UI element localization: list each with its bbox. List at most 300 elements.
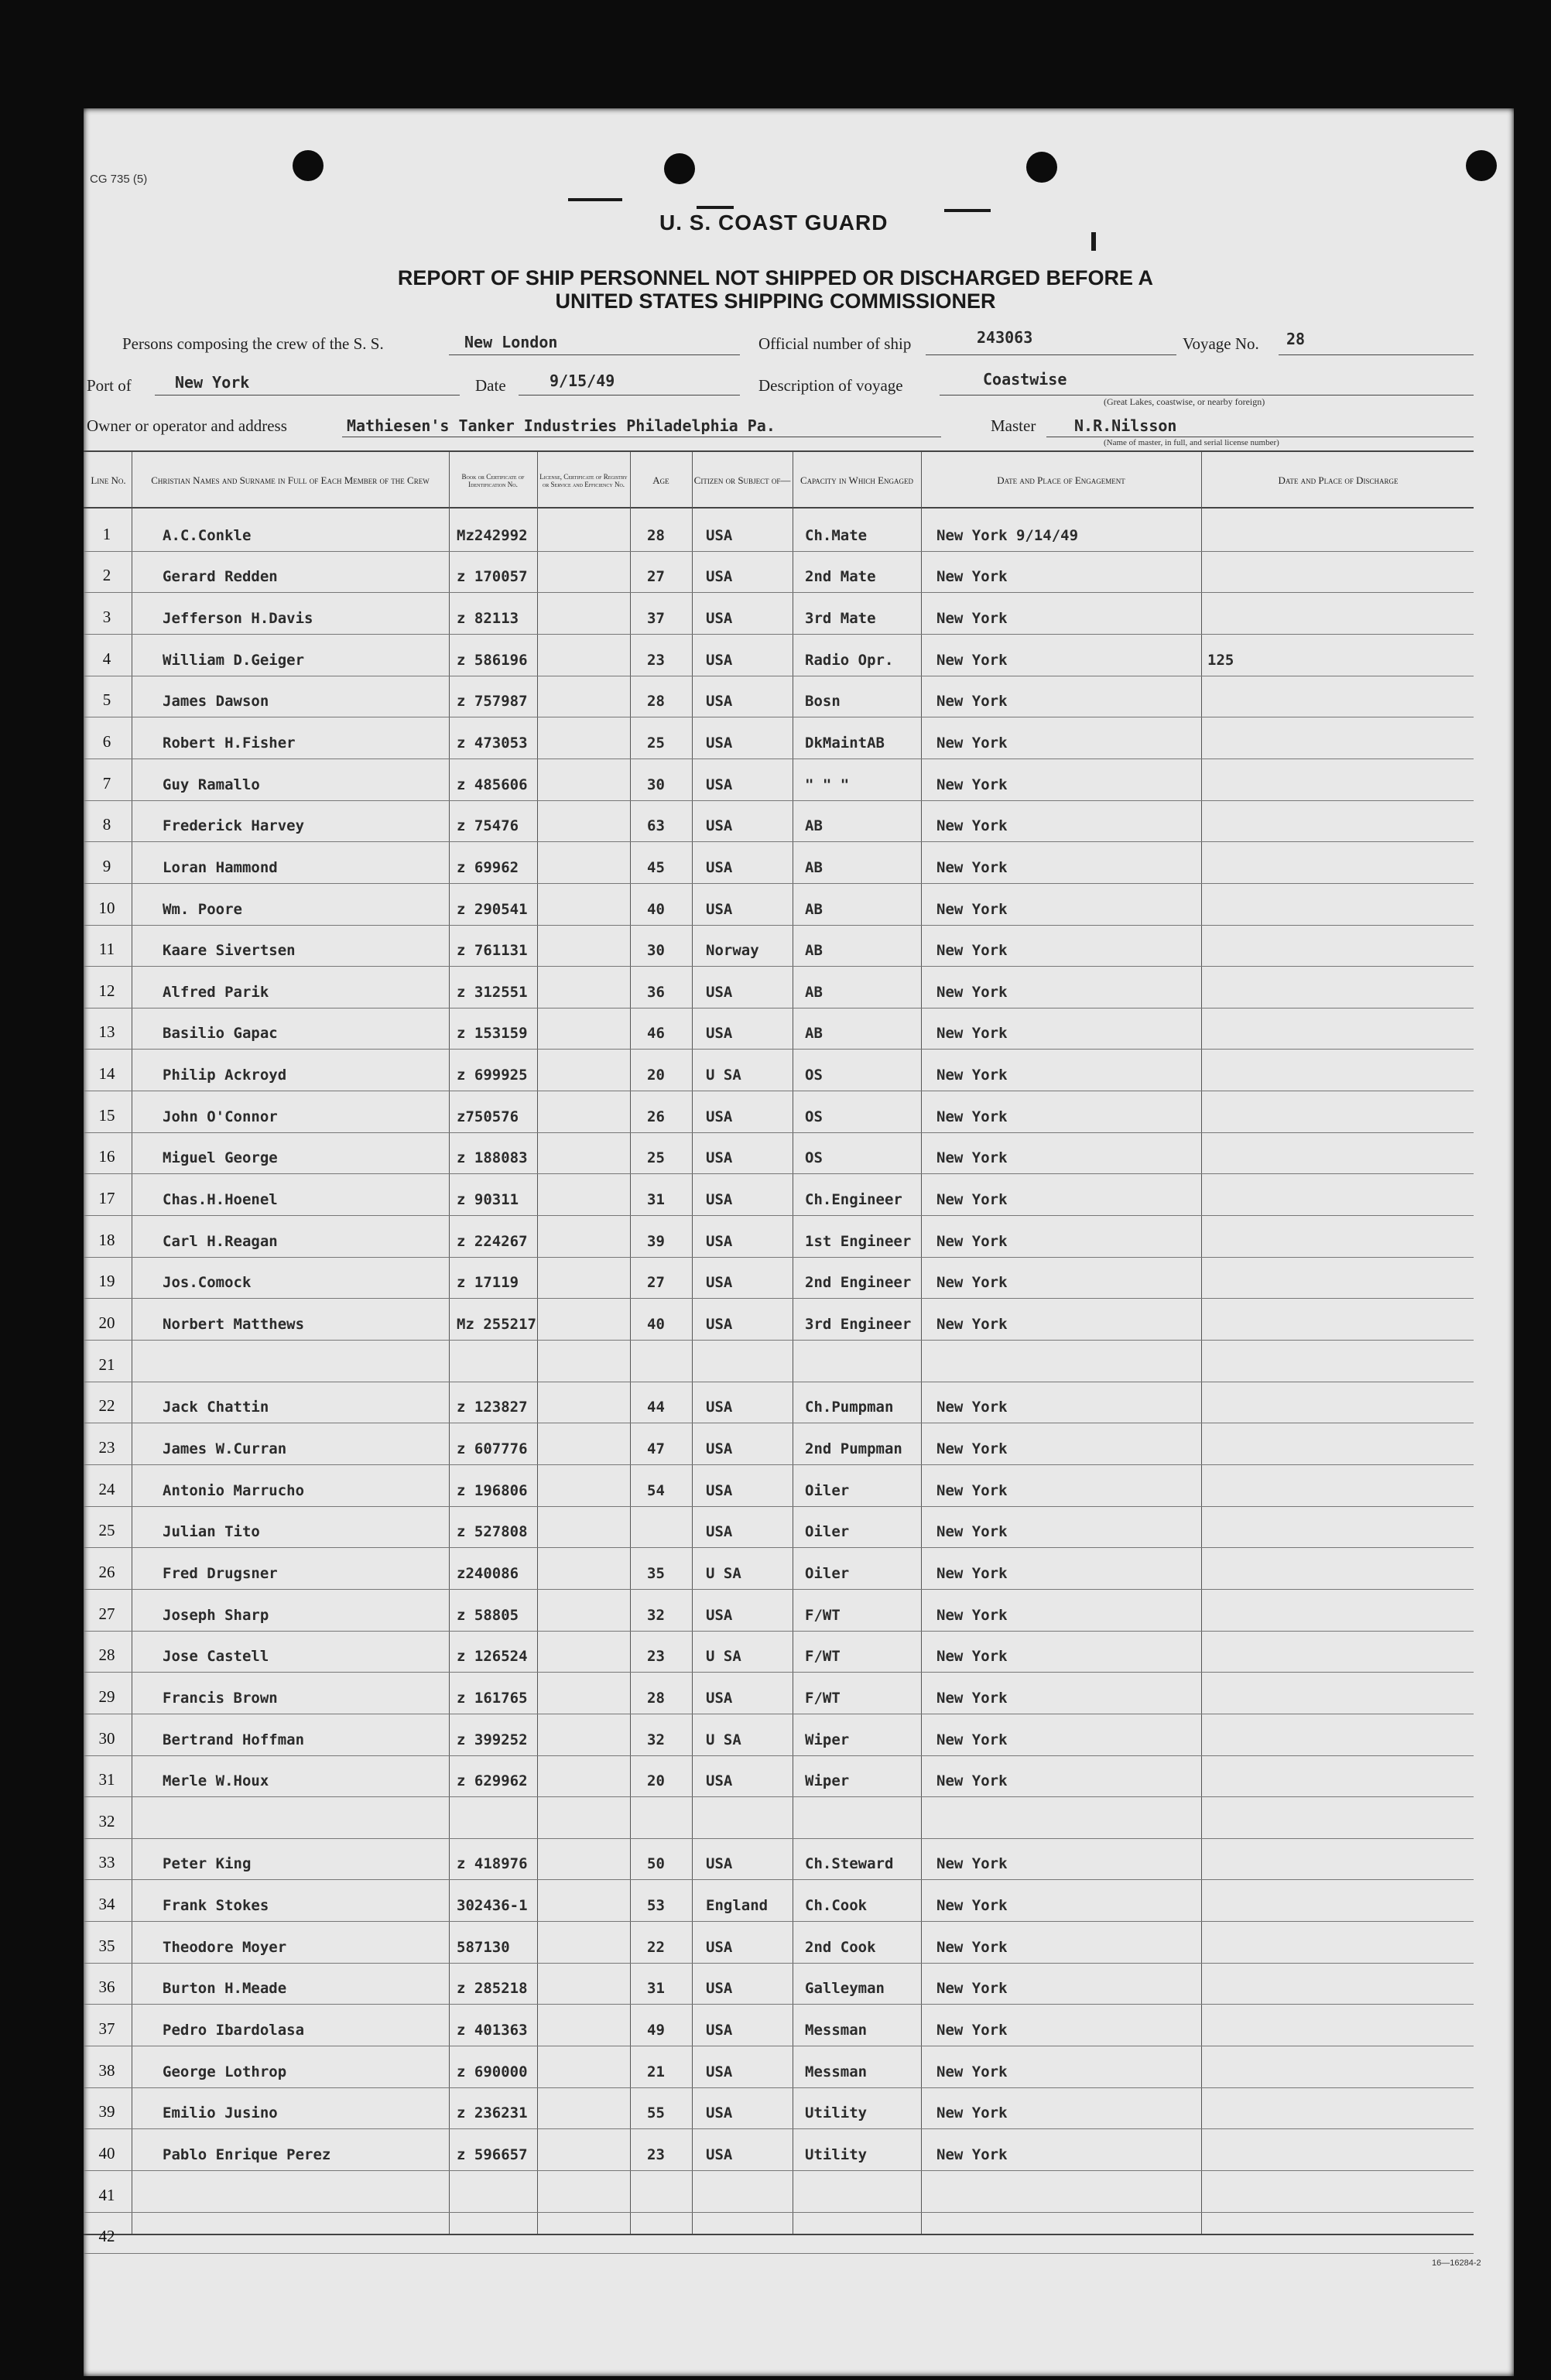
cell-age: 35 <box>647 1564 665 1582</box>
voyage-label: Voyage No. <box>1183 334 1259 353</box>
punch-hole <box>1466 150 1497 181</box>
cell-age: 20 <box>647 1772 665 1790</box>
cell-book: z 196806 <box>457 1481 528 1499</box>
cell-no: 38 <box>98 2060 115 2080</box>
cell-age: 40 <box>647 1316 665 1334</box>
cell-book: z 170057 <box>457 568 528 586</box>
cell-engaged: New York <box>936 734 1008 752</box>
table-row <box>0 1964 1551 2005</box>
cell-name: Bertrand Hoffman <box>163 1731 305 1748</box>
cell-capacity: AB <box>805 942 823 960</box>
cell-engaged: New York <box>936 1025 1008 1043</box>
voyage-description-hint: (Great Lakes, coastwise, or nearby foreign) <box>1104 396 1265 407</box>
cell-no: 6 <box>102 731 111 751</box>
cell-citizen: USA <box>706 1108 733 1125</box>
cell-no: 10 <box>98 898 115 917</box>
cell-book: 587130 <box>457 1938 510 1956</box>
cell-capacity: AB <box>805 817 823 835</box>
cell-citizen: USA <box>706 526 733 544</box>
cell-engaged: New York <box>936 568 1008 586</box>
cell-no: 14 <box>98 1064 115 1084</box>
cell-name: John O'Connor <box>163 1108 278 1125</box>
cell-age: 30 <box>647 942 665 960</box>
cell-citizen: USA <box>706 1606 733 1624</box>
cell-engaged: New York <box>936 651 1008 669</box>
cell-engaged: New York <box>936 1980 1008 1998</box>
ink-mark <box>697 206 734 209</box>
cell-capacity: Radio Opr. <box>805 651 894 669</box>
cell-book: z 82113 <box>457 609 519 627</box>
cell-name: Jack Chattin <box>163 1399 269 1416</box>
cell-age: 47 <box>647 1440 665 1457</box>
cell-capacity: AB <box>805 858 823 876</box>
cell-age: 25 <box>647 1149 665 1167</box>
cell-capacity: F/WT <box>805 1689 841 1707</box>
cell-name: William D.Geiger <box>163 651 305 669</box>
cell-book: z 401363 <box>457 2022 528 2039</box>
table-row <box>0 1840 1551 1881</box>
cell-citizen: Norway <box>706 942 759 960</box>
cell-citizen: U SA <box>706 1067 741 1084</box>
cell-age: 25 <box>647 734 665 752</box>
cell-capacity: F/WT <box>805 1648 841 1666</box>
cell-age: 54 <box>647 1481 665 1499</box>
cell-name: Pedro Ibardolasa <box>163 2022 305 2039</box>
cell-citizen: USA <box>706 983 733 1001</box>
cell-book: z 399252 <box>457 1731 528 1748</box>
cell-no: 28 <box>98 1645 115 1665</box>
table-row <box>0 1591 1551 1632</box>
cell-citizen: USA <box>706 1938 733 1956</box>
table-row <box>0 760 1551 801</box>
cell-name: Jose Castell <box>163 1648 269 1666</box>
port: New York <box>175 373 250 392</box>
cell-engaged: New York <box>936 693 1008 711</box>
cell-book: z 312551 <box>457 983 528 1001</box>
cell-citizen: U SA <box>706 1648 741 1666</box>
cell-citizen: USA <box>706 568 733 586</box>
cell-age: 44 <box>647 1399 665 1416</box>
cell-engaged: New York <box>936 983 1008 1001</box>
cell-no: 24 <box>98 1479 115 1498</box>
cell-no: 2 <box>102 566 111 585</box>
cell-engaged: New York <box>936 817 1008 835</box>
cell-age: 32 <box>647 1606 665 1624</box>
cell-engaged: New York <box>936 1689 1008 1707</box>
cell-name: Miguel George <box>163 1149 278 1167</box>
cell-capacity: F/WT <box>805 1606 841 1624</box>
cell-book: z 58805 <box>457 1606 519 1624</box>
cell-engaged: New York <box>936 900 1008 918</box>
cell-book: z 153159 <box>457 1025 528 1043</box>
table-row <box>0 1258 1551 1300</box>
ink-mark <box>568 198 622 201</box>
cell-engaged: New York 9/14/49 <box>936 526 1079 544</box>
cell-citizen: England <box>706 1897 769 1915</box>
cell-capacity: Oiler <box>805 1564 850 1582</box>
cell-engaged: New York <box>936 858 1008 876</box>
table-row <box>0 1134 1551 1175</box>
header-capacity: Capacity in Which Engaged <box>799 474 914 486</box>
cell-no: 39 <box>98 2102 115 2121</box>
table-row <box>0 1673 1551 1714</box>
cell-capacity: OS <box>805 1067 823 1084</box>
official-number-label: Official number of ship <box>758 334 912 353</box>
cell-engaged: New York <box>936 1232 1008 1250</box>
form-code: CG 735 (5) <box>90 173 148 186</box>
cell-engaged: New York <box>936 1067 1008 1084</box>
cell-capacity: Bosn <box>805 693 841 711</box>
master: N.R.Nilsson <box>1074 416 1177 435</box>
header-line-no: Line No. <box>91 474 126 486</box>
cell-no: 27 <box>98 1604 115 1623</box>
cell-capacity: Messman <box>805 2063 868 2080</box>
cell-name: Julian Tito <box>163 1523 260 1541</box>
header-citizen: Citizen or Subject of— <box>693 474 791 486</box>
table-row <box>0 1424 1551 1465</box>
cell-citizen: USA <box>706 1855 733 1873</box>
cell-engaged: New York <box>936 942 1008 960</box>
table-row <box>0 1300 1551 1341</box>
cell-capacity: 3rd Engineer <box>805 1316 912 1334</box>
cell-age: 28 <box>647 693 665 711</box>
cell-no: 34 <box>98 1895 115 1914</box>
cell-no: 25 <box>98 1521 115 1540</box>
cell-capacity: OS <box>805 1149 823 1167</box>
table-row <box>0 1175 1551 1216</box>
cell-name: James W.Curran <box>163 1440 287 1457</box>
footer-code: 16—16284-2 <box>1432 2258 1481 2268</box>
cell-citizen: USA <box>706 776 733 793</box>
cell-age: 23 <box>647 1648 665 1666</box>
cell-capacity: DkMaintAB <box>805 734 885 752</box>
table-row <box>0 2047 1551 2088</box>
cell-citizen: USA <box>706 1481 733 1499</box>
cell-name: Antonio Marrucho <box>163 1481 305 1499</box>
table-row <box>0 1881 1551 1922</box>
table-row <box>0 926 1551 967</box>
cell-capacity: Oiler <box>805 1523 850 1541</box>
cell-engaged: New York <box>936 2104 1008 2122</box>
cell-book: Mz242992 <box>457 526 528 544</box>
cell-citizen: USA <box>706 1523 733 1541</box>
cell-book: z 161765 <box>457 1689 528 1707</box>
cell-book: z 69962 <box>457 858 519 876</box>
table-row <box>0 2005 1551 2046</box>
cell-no: 37 <box>98 2019 115 2039</box>
master-label: Master <box>991 416 1036 435</box>
cell-engaged: New York <box>936 776 1008 793</box>
cell-book: z 290541 <box>457 900 528 918</box>
header-name: Christian Names and Surname in Full of Each Member of the Crew <box>151 474 430 486</box>
cell-age: 22 <box>647 1938 665 1956</box>
cell-age: 55 <box>647 2104 665 2122</box>
cell-no: 40 <box>98 2144 115 2163</box>
cell-engaged: New York <box>936 1523 1008 1541</box>
cell-age: 49 <box>647 2022 665 2039</box>
cell-age: 26 <box>647 1108 665 1125</box>
cell-age: 40 <box>647 900 665 918</box>
cell-capacity: Ch.Steward <box>805 1855 894 1873</box>
cell-citizen: USA <box>706 1025 733 1043</box>
cell-age: 63 <box>647 817 665 835</box>
cell-no: 12 <box>98 981 115 1000</box>
cell-engaged: New York <box>936 1606 1008 1624</box>
cell-capacity: Wiper <box>805 1772 850 1790</box>
cell-citizen: USA <box>706 734 733 752</box>
cell-no: 26 <box>98 1562 115 1581</box>
cell-name: Guy Ramallo <box>163 776 260 793</box>
cell-book: z 586196 <box>457 651 528 669</box>
cell-age: 30 <box>647 776 665 793</box>
cell-book: Mz 255217 <box>457 1316 536 1334</box>
table-row <box>0 1050 1551 1091</box>
cell-engaged: New York <box>936 2063 1008 2080</box>
cell-book: z 285218 <box>457 1980 528 1998</box>
table-row <box>0 718 1551 759</box>
cell-age: 28 <box>647 1689 665 1707</box>
cell-book: z 17119 <box>457 1274 519 1292</box>
cell-age: 45 <box>647 858 665 876</box>
report-title-line-1: REPORT OF SHIP PERSONNEL NOT SHIPPED OR DISCHARGED BEFORE A <box>397 266 1154 289</box>
cell-capacity: 2nd Pumpman <box>805 1440 902 1457</box>
cell-capacity: 2nd Cook <box>805 1938 876 1956</box>
cell-capacity: Ch.Cook <box>805 1897 868 1915</box>
cell-book: z 690000 <box>457 2063 528 2080</box>
table-row <box>0 1549 1551 1590</box>
cell-book: z 188083 <box>457 1149 528 1167</box>
cell-no: 13 <box>98 1022 115 1042</box>
cell-age: 36 <box>647 983 665 1001</box>
cell-no: 42 <box>98 2227 115 2246</box>
ink-mark <box>944 209 991 212</box>
table-row <box>0 2172 1551 2213</box>
cell-no: 19 <box>98 1272 115 1291</box>
port-label: Port of <box>87 376 132 395</box>
cell-age: 20 <box>647 1067 665 1084</box>
cell-citizen: USA <box>706 2022 733 2039</box>
table-row <box>0 885 1551 926</box>
table-row <box>0 1383 1551 1424</box>
owner-label: Owner or operator and address <box>87 416 287 435</box>
cell-age: 46 <box>647 1025 665 1043</box>
table-row <box>0 1466 1551 1507</box>
cell-citizen: U SA <box>706 1564 741 1582</box>
cell-capacity: Ch.Pumpman <box>805 1399 894 1416</box>
cell-capacity: AB <box>805 983 823 1001</box>
cell-name: Emilio Jusino <box>163 2104 278 2122</box>
cell-book: z 761131 <box>457 942 528 960</box>
official-number: 243063 <box>977 328 1033 347</box>
cell-book: z 527808 <box>457 1523 528 1541</box>
cell-no: 17 <box>98 1189 115 1208</box>
cell-no: 7 <box>102 773 111 793</box>
cell-no: 20 <box>98 1313 115 1333</box>
cell-citizen: USA <box>706 651 733 669</box>
crew-label: Persons composing the crew of the S. S. <box>122 334 384 353</box>
cell-capacity: Wiper <box>805 1731 850 1748</box>
punch-hole <box>1026 152 1057 183</box>
header-discharge: Date and Place of Discharge <box>1278 474 1399 486</box>
header-age: Age <box>652 474 669 486</box>
cell-capacity: AB <box>805 900 823 918</box>
cell-name: A.C.Conkle <box>163 526 252 544</box>
cell-capacity: Ch.Mate <box>805 526 868 544</box>
cell-engaged: New York <box>936 1149 1008 1167</box>
report-title-line-2: UNITED STATES SHIPPING COMMISSIONER <box>555 289 996 313</box>
table-row <box>0 802 1551 843</box>
cell-age: 32 <box>647 1731 665 1748</box>
cell-citizen: USA <box>706 1191 733 1209</box>
cell-no: 15 <box>98 1105 115 1125</box>
table-row <box>0 2130 1551 2171</box>
cell-name: Theodore Moyer <box>163 1938 287 1956</box>
cell-citizen: USA <box>706 609 733 627</box>
cell-name: Joseph Sharp <box>163 1606 269 1624</box>
cell-name: Norbert Matthews <box>163 1316 305 1334</box>
cell-age: 23 <box>647 651 665 669</box>
header-book-no: Book or Certificate of Identification No. <box>461 473 525 488</box>
cell-book: z750576 <box>457 1108 519 1125</box>
cell-name: Francis Brown <box>163 1689 278 1707</box>
cell-engaged: New York <box>936 1108 1008 1125</box>
cell-citizen: USA <box>706 1440 733 1457</box>
cell-citizen: USA <box>706 1772 733 1790</box>
cell-name: Chas.H.Hoenel <box>163 1191 278 1209</box>
cell-name: Fred Drugsner <box>163 1564 278 1582</box>
cell-no: 16 <box>98 1147 115 1166</box>
cell-age: 39 <box>647 1232 665 1250</box>
cell-book: z240086 <box>457 1564 519 1582</box>
cell-engaged: New York <box>936 1274 1008 1292</box>
cell-name: James Dawson <box>163 693 269 711</box>
cell-book: z 418976 <box>457 1855 528 1873</box>
cell-age: 23 <box>647 2146 665 2164</box>
cell-engaged: New York <box>936 1440 1008 1457</box>
cell-citizen: USA <box>706 2104 733 2122</box>
cell-book: z 123827 <box>457 1399 528 1416</box>
table-row <box>0 1092 1551 1133</box>
cell-no: 5 <box>102 690 111 710</box>
cell-name: Jefferson H.Davis <box>163 609 313 627</box>
table-row <box>0 967 1551 1009</box>
table-row <box>0 1715 1551 1756</box>
cell-book: z 757987 <box>457 693 528 711</box>
cell-no: 3 <box>102 607 111 626</box>
cell-citizen: USA <box>706 1232 733 1250</box>
cell-no: 21 <box>98 1354 115 1374</box>
cell-no: 18 <box>98 1230 115 1249</box>
cell-name: Loran Hammond <box>163 858 278 876</box>
table-row <box>0 511 1551 552</box>
cell-engaged: New York <box>936 1648 1008 1666</box>
cell-capacity: Ch.Engineer <box>805 1191 902 1209</box>
cell-engaged: New York <box>936 2146 1008 2164</box>
table-row <box>0 1009 1551 1050</box>
cell-engaged: New York <box>936 1938 1008 1956</box>
cell-name: Basilio Gapac <box>163 1025 278 1043</box>
cell-book: z 90311 <box>457 1191 519 1209</box>
cell-no: 35 <box>98 1936 115 1955</box>
table-row <box>0 2214 1551 2255</box>
cell-age: 31 <box>647 1980 665 1998</box>
cell-no: 32 <box>98 1811 115 1830</box>
cell-capacity: 1st Engineer <box>805 1232 912 1250</box>
cell-citizen: USA <box>706 2146 733 2164</box>
voyage-number: 28 <box>1286 330 1306 348</box>
cell-name: Jos.Comock <box>163 1274 252 1292</box>
cell-capacity: Oiler <box>805 1481 850 1499</box>
cell-no: 22 <box>98 1396 115 1416</box>
cell-capacity: Utility <box>805 2146 868 2164</box>
cell-name: Carl H.Reagan <box>163 1232 278 1250</box>
cell-engaged: New York <box>936 1897 1008 1915</box>
table-row <box>0 2089 1551 2130</box>
cell-name: George Lothrop <box>163 2063 287 2080</box>
cell-discharge: 125 <box>1207 651 1234 669</box>
cell-name: Frederick Harvey <box>163 817 305 835</box>
cell-no: 9 <box>102 856 111 875</box>
cell-age: 28 <box>647 526 665 544</box>
agency-title: U. S. COAST GUARD <box>659 211 888 235</box>
voyage-description: Coastwise <box>983 370 1067 389</box>
cell-no: 29 <box>98 1687 115 1706</box>
cell-name: Frank Stokes <box>163 1897 269 1915</box>
table-row <box>0 553 1551 594</box>
cell-citizen: U SA <box>706 1731 741 1748</box>
cell-age: 50 <box>647 1855 665 1873</box>
cell-book: z 607776 <box>457 1440 528 1457</box>
cell-no: 23 <box>98 1437 115 1457</box>
cell-no: 8 <box>102 815 111 834</box>
cell-no: 36 <box>98 1978 115 1997</box>
cell-engaged: New York <box>936 1855 1008 1873</box>
cell-name: Merle W.Houx <box>163 1772 269 1790</box>
cell-capacity: Messman <box>805 2022 868 2039</box>
cell-citizen: USA <box>706 1980 733 1998</box>
table-row <box>0 1798 1551 1839</box>
cell-capacity: " " " <box>805 776 850 793</box>
cell-book: z 699925 <box>457 1067 528 1084</box>
cell-citizen: USA <box>706 1399 733 1416</box>
cell-age: 53 <box>647 1897 665 1915</box>
cell-age: 21 <box>647 2063 665 2080</box>
header-license: License, Certificate of Registry or Service and Efficiency No. <box>539 473 628 488</box>
cell-citizen: USA <box>706 1274 733 1292</box>
punch-hole <box>293 150 324 181</box>
cell-citizen: USA <box>706 900 733 918</box>
cell-engaged: New York <box>936 2022 1008 2039</box>
cell-book: z 126524 <box>457 1648 528 1666</box>
cell-engaged: New York <box>936 1772 1008 1790</box>
cell-book: z 596657 <box>457 2146 528 2164</box>
cell-capacity: AB <box>805 1025 823 1043</box>
date-label: Date <box>475 376 506 395</box>
voyage-description-label: Description of voyage <box>758 376 903 395</box>
table-row <box>0 843 1551 884</box>
cell-age: 31 <box>647 1191 665 1209</box>
table-row <box>0 1632 1551 1673</box>
table-row <box>0 1508 1551 1549</box>
owner: Mathiesen's Tanker Industries Philadelphia Pa. <box>347 416 776 435</box>
table-row <box>0 1757 1551 1798</box>
master-hint: (Name of master, in full, and serial license number) <box>1104 438 1279 447</box>
cell-citizen: USA <box>706 1689 733 1707</box>
cell-name: Pablo Enrique Perez <box>163 2146 331 2164</box>
table-row <box>0 635 1551 676</box>
cell-no: 33 <box>98 1853 115 1872</box>
cell-age: 37 <box>647 609 665 627</box>
